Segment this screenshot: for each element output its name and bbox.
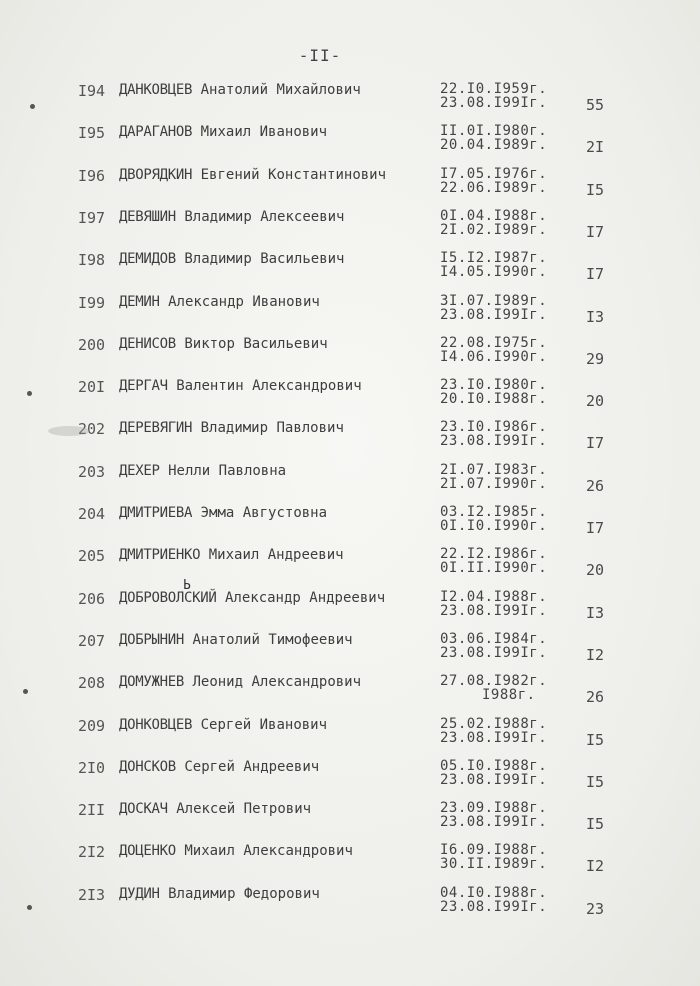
start-date: 23.I0.I986г. — [440, 419, 548, 436]
register-row — [0, 843, 700, 883]
given-names: Евгений Константинович — [200, 166, 387, 183]
row-number: I98 — [78, 251, 106, 270]
duration-value: 29 — [585, 349, 605, 368]
service-dates — [440, 420, 547, 448]
handwritten-correction: Ь — [183, 577, 191, 593]
ink-smudge — [48, 426, 90, 436]
row-number: 200 — [78, 335, 106, 354]
given-names: Александр Андреевич — [224, 589, 386, 606]
given-names: Михаил Иванович — [200, 124, 328, 141]
duration-value: I5 — [585, 815, 605, 834]
duration-value: I7 — [585, 222, 605, 241]
end-date: 20.04.I989г. — [440, 137, 548, 154]
surname: ДЕНИСОВ — [119, 335, 176, 352]
register-row — [0, 801, 700, 841]
scan-mark — [30, 104, 35, 109]
start-date: 25.02.I988г. — [440, 715, 548, 732]
service-dates — [440, 759, 547, 787]
row-number: 204 — [78, 505, 106, 523]
start-date: 04.I0.I988г. — [440, 884, 548, 901]
surname: ДАРАГАНОВ — [119, 124, 193, 141]
duration-value: 20 — [585, 392, 605, 411]
person-name — [119, 420, 344, 436]
start-date: II.0I.I980г. — [440, 123, 548, 140]
surname: ДЕХЕР — [119, 462, 160, 479]
register-row — [0, 547, 700, 587]
register-row — [0, 167, 700, 207]
service-dates — [440, 674, 547, 702]
row-number: 2I0 — [78, 758, 106, 777]
given-names: Александр Иванович — [168, 293, 320, 310]
register-row — [0, 420, 700, 460]
row-number: 203 — [78, 462, 106, 481]
given-names: Михаил Андреевич — [208, 547, 344, 564]
start-date: I5.I2.I987г. — [440, 250, 548, 267]
end-date: 0I.I0.I990г. — [440, 518, 548, 534]
person-name — [119, 632, 353, 648]
service-dates — [440, 801, 547, 829]
end-date: 23.08.I99Iг. — [440, 644, 548, 661]
service-dates — [440, 886, 547, 914]
surname: ДЕМИН — [119, 293, 160, 310]
surname: ДЕРГАЧ — [119, 378, 168, 395]
surname: ДОМУЖНЕВ — [119, 674, 185, 691]
surname: ДУДИН — [119, 885, 160, 902]
surname: ДЕРЕВЯГИН — [119, 420, 193, 437]
end-date: 23.08.I99Iг. — [440, 433, 548, 450]
service-dates — [440, 463, 547, 491]
end-date: 23.08.I99Iг. — [440, 602, 548, 619]
register-row — [0, 124, 700, 164]
service-dates — [440, 124, 547, 152]
end-date: 23.08.I99Iг. — [440, 814, 548, 831]
start-date: 27.08.I982г. — [440, 673, 548, 690]
row-number: 2II — [78, 801, 106, 820]
given-names: Алексей Петрович — [176, 801, 312, 818]
person-name — [119, 82, 361, 98]
surname: ДАНКОВЦЕВ — [119, 82, 193, 98]
person-name — [119, 801, 311, 817]
duration-value: I5 — [585, 180, 605, 199]
service-dates — [440, 82, 547, 110]
start-date: 22.08.I975г. — [440, 334, 548, 351]
end-date: I988г. — [482, 687, 536, 704]
register-row — [0, 717, 700, 757]
surname: ДОСКАЧ — [119, 801, 168, 818]
row-number: 20I — [78, 378, 106, 397]
end-date: 23.08.I99Iг. — [440, 729, 548, 746]
row-number: 2I2 — [78, 843, 106, 862]
start-date: I7.05.I976г. — [440, 165, 548, 182]
register-row — [0, 251, 700, 291]
end-date: 23.08.I99Iг. — [440, 306, 548, 323]
row-number: 209 — [78, 716, 106, 735]
row-number: 208 — [78, 674, 106, 693]
start-date: I2.04.I988г. — [440, 588, 548, 605]
person-name — [119, 547, 344, 563]
start-date: 23.I0.I980г. — [440, 377, 548, 394]
duration-value: 26 — [585, 688, 605, 707]
given-names: Владимир Васильевич — [184, 251, 345, 268]
register-row — [0, 577, 700, 630]
end-date: 2I.07.I990г. — [440, 475, 548, 492]
row-number: I96 — [78, 166, 106, 185]
duration-value: I2 — [585, 857, 605, 876]
duration-value: I7 — [585, 519, 605, 537]
person-name — [119, 294, 320, 310]
person-name — [119, 843, 353, 859]
end-date: I4.06.I990г. — [440, 348, 548, 365]
given-names: Владимир Павлович — [200, 420, 344, 437]
surname: ДМИТРИЕВА — [119, 505, 193, 521]
duration-value: 55 — [585, 96, 605, 114]
service-dates — [440, 505, 547, 533]
service-dates — [440, 294, 547, 322]
duration-value: I5 — [585, 730, 605, 749]
service-dates — [440, 251, 547, 279]
service-dates — [440, 547, 547, 575]
start-date: 03.I2.I985г. — [440, 504, 548, 520]
surname: ДМИТРИЕНКО — [119, 547, 201, 564]
end-date: 2I.02.I989г. — [440, 221, 548, 238]
person-name — [119, 167, 386, 183]
row-number: 2I3 — [78, 885, 106, 904]
given-names: Нелли Павловна — [168, 462, 287, 479]
person-name — [119, 886, 320, 902]
given-names: Сергей Иванович — [200, 716, 328, 733]
end-date: 20.I0.I988г. — [440, 391, 548, 408]
register-row — [0, 674, 700, 714]
scan-mark — [27, 391, 32, 396]
person-name — [119, 378, 362, 394]
person-name — [119, 124, 327, 140]
surname: ДЕВЯШИН — [119, 208, 176, 225]
person-name — [119, 717, 327, 733]
duration-value: I7 — [585, 434, 605, 453]
given-names: Владимир Федорович — [168, 885, 320, 902]
service-dates — [440, 209, 547, 237]
person-name — [119, 251, 345, 267]
start-date: 22.I0.I959г. — [440, 81, 548, 97]
start-date: 2I.07.I983г. — [440, 461, 548, 478]
person-name — [119, 505, 327, 521]
duration-value: I2 — [585, 645, 605, 664]
given-names: Владимир Алексеевич — [184, 208, 345, 225]
person-name — [119, 590, 385, 606]
duration-value: I5 — [585, 772, 605, 791]
register-row — [0, 505, 700, 545]
start-date: 05.I0.I988г. — [440, 757, 548, 774]
start-date: 03.06.I984г. — [440, 630, 548, 647]
person-name — [119, 674, 361, 690]
end-date: 23.08.I99Iг. — [440, 898, 548, 915]
surname: ДОБРОВОЛСКИЙ — [119, 589, 217, 606]
start-date: 0I.04.I988г. — [440, 207, 548, 224]
surname: ДОЦЕНКО — [119, 843, 176, 860]
service-dates — [440, 378, 547, 406]
given-names: Леонид Александрович — [192, 674, 362, 691]
duration-value: I3 — [585, 307, 605, 326]
person-name — [119, 759, 319, 775]
service-dates — [440, 167, 547, 195]
start-date: I6.09.I988г. — [440, 842, 548, 859]
given-names: Эмма Августовна — [200, 505, 328, 521]
scan-mark — [23, 689, 28, 694]
register-row — [0, 82, 700, 122]
duration-value: 26 — [585, 476, 605, 495]
register-row — [0, 632, 700, 672]
given-names: Валентин Александрович — [176, 378, 362, 395]
end-date: 30.II.I989г. — [440, 856, 548, 873]
row-number: 207 — [78, 631, 106, 650]
end-date: 23.08.I99Iг. — [440, 771, 548, 788]
duration-value: 23 — [585, 899, 605, 918]
service-dates — [440, 843, 547, 871]
surname: ДОБРЫНИН — [119, 631, 185, 648]
register-row — [0, 378, 700, 418]
service-dates — [440, 336, 547, 364]
register-row — [0, 336, 700, 376]
start-date: 23.09.I988г. — [440, 800, 548, 817]
end-date: I4.05.I990г. — [440, 264, 548, 281]
row-number: 202 — [78, 420, 106, 439]
given-names: Виктор Васильевич — [184, 335, 328, 352]
surname: ДОНКОВЦЕВ — [119, 716, 193, 733]
duration-value: 20 — [585, 561, 605, 580]
scan-mark — [27, 905, 32, 910]
service-dates — [440, 717, 547, 745]
person-name — [119, 336, 328, 352]
given-names: Анатолий Михайлович — [200, 82, 361, 98]
duration-value: I3 — [585, 603, 605, 622]
service-dates — [440, 590, 547, 618]
register-row — [0, 209, 700, 249]
surname: ДЕМИДОВ — [119, 251, 176, 268]
surname: ДВОРЯДКИН — [119, 166, 193, 183]
person-name — [119, 463, 286, 479]
given-names: Михаил Александрович — [184, 843, 353, 860]
register-row — [0, 886, 700, 926]
row-number: 206 — [78, 589, 106, 608]
row-number: 205 — [78, 547, 106, 566]
start-date: 22.I2.I986г. — [440, 546, 548, 563]
start-date: 3I.07.I989г. — [440, 292, 548, 309]
row-number: I99 — [78, 293, 106, 312]
end-date: 23.08.I99Iг. — [440, 95, 548, 111]
duration-value: 2I — [585, 138, 605, 157]
row-number: I97 — [78, 208, 106, 227]
person-name — [119, 209, 345, 225]
given-names: Анатолий Тимофеевич — [192, 631, 353, 648]
given-names: Сергей Андреевич — [184, 758, 320, 775]
service-dates — [440, 632, 547, 660]
duration-value: I7 — [585, 265, 605, 284]
page-number: -II- — [298, 46, 342, 65]
register-row — [0, 759, 700, 799]
row-number: I95 — [78, 124, 106, 143]
row-number: I94 — [78, 82, 106, 100]
register-row — [0, 294, 700, 334]
register-row — [0, 463, 700, 503]
end-date: 22.06.I989г. — [440, 179, 548, 196]
surname: ДОНСКОВ — [119, 758, 176, 775]
end-date: 0I.II.I990г. — [440, 560, 548, 577]
